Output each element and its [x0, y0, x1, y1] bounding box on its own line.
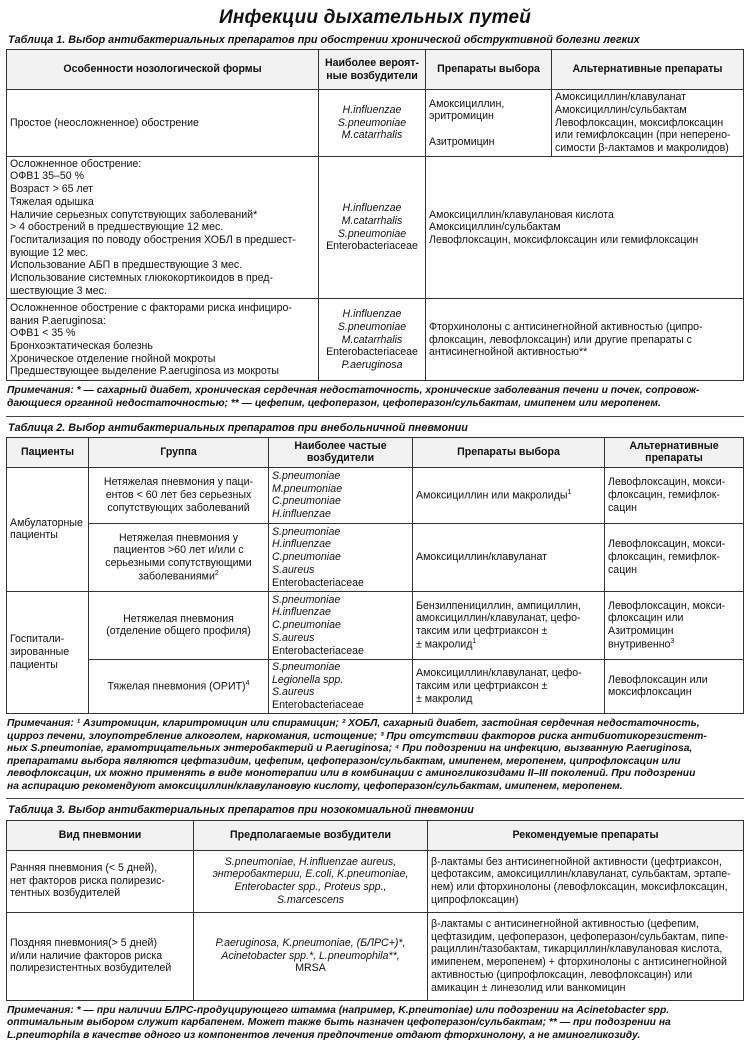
t2-pathogens-cell [269, 523, 413, 591]
t2-alt-cell [605, 467, 744, 523]
t2-choice-cell [413, 659, 605, 713]
cell-line: флоксацин, гемифлок- [608, 489, 720, 502]
cell-line: Нетяжелая пневмония [123, 612, 234, 625]
cell-line [429, 123, 548, 136]
cell-line: M.catarrhalis [341, 214, 403, 227]
note-line: цирроз печени, злоупотребление алкоголем, наркомания, истощение; ³ При отсутствии факторов риска антибиотикорезистент- [7, 730, 707, 742]
cell-line: Предшествующее выделение P.aeruginosa из мокроты [10, 365, 280, 378]
cell-line: H.influenzae [342, 308, 402, 321]
cell-text: заболеваниями [138, 570, 215, 583]
cell-line: цефтазидим, цефоперазон, цефоперазон/сульбактам, пипе- [431, 930, 729, 943]
note-line: на аспирацию рекомендуют амоксициллин/клавулановую кислоту, цефоперазон/сульбактам, имипенем, меропенем. [7, 780, 623, 792]
cell-line: Левофлоксацин, мокси- [608, 599, 726, 612]
note-line: ных S.pneumoniae, грамотрицательных энтеробактерий и P.aeruginosa; ⁴ При подозрении на инфекцию, вызванную P.aeruginosa, [7, 743, 693, 755]
cell-line: Фторхинолоны с антисинегнойной активностью (ципро- [429, 320, 703, 333]
cell-line: пациенты [10, 529, 58, 542]
table-row [7, 591, 744, 659]
cell-line: S.pneumoniae [272, 593, 341, 606]
table2-header [605, 437, 744, 467]
t2-choice-cell [413, 591, 605, 659]
cell-line: вующие 12 мес. [10, 246, 89, 259]
cell-line: тентных возбудителей [10, 887, 121, 900]
table1-header: Препараты выбора [426, 50, 552, 90]
cell-line: Enterobacteriaceae [272, 576, 364, 589]
cell-line: Осложненное обострение с факторами риска инфициро- [10, 301, 292, 314]
cell-line: Нетяжелая пневмония у [118, 531, 239, 544]
cell-line: нет факторов риска полирезис- [10, 874, 165, 887]
table2-header [269, 437, 413, 467]
cell-line: Использование АБП в предшествующие 3 мес. [10, 259, 243, 272]
header-line: Альтернативные [629, 439, 719, 452]
t2-pathogens-cell [269, 467, 413, 523]
t2-pathogens-cell [269, 591, 413, 659]
cell-line: эритромицин [429, 110, 494, 123]
cell-line: Enterobacteriaceae [272, 644, 364, 657]
cell-line: полирезистентных возбудителей [10, 962, 172, 975]
cell-line: имипенем, меропенем) + фторхинолоны с антисинегнойной [431, 956, 727, 969]
cell-line: S.pneumoniae [337, 320, 407, 333]
cell-line: Левофлоксацин, моксифлоксацин [555, 116, 724, 129]
cell-line: Простое (неосложненное) обострение [10, 116, 199, 129]
t1-feature-cell [7, 90, 319, 157]
footnote-mark: 1 [567, 488, 572, 496]
header-line: препараты [645, 452, 703, 465]
table3-header: Рекомендуемые препараты [428, 820, 744, 850]
header-line: возбудители [306, 452, 375, 465]
t3-kind-cell [7, 850, 194, 912]
table1-header: Альтернативные препараты [552, 50, 744, 90]
cell-line: Амоксициллин/клавулановая кислота [429, 208, 614, 221]
cell-line: ОФВ1 35–50 % [10, 170, 85, 183]
cell-line: Амоксициллин, [429, 97, 505, 110]
cell-line: Enterobacteriaceae [326, 240, 418, 253]
cell-line: нем) или фторхинолоны (левофлоксацин, моксифлоксацин, [431, 881, 728, 894]
cell-line: S.aureus [272, 631, 315, 644]
cell-text: Тяжелая пневмония (ОРИТ) [107, 680, 246, 693]
cell-line: H.influenzae [272, 606, 331, 619]
cell-line: Enterobacteriaceae [326, 346, 418, 359]
cell-line: P.aeruginosa, K.pneumoniae, (БЛРС+)*, [215, 937, 406, 950]
t1-choice-cell [426, 90, 552, 157]
table1 [6, 49, 744, 381]
cell-line: Госпитали- [10, 633, 65, 646]
note-line: дающиеся органной недостаточностью; ** — цефепим, цефоперазон, цефоперазон/сульбактам, имипенем или меропенем. [7, 398, 661, 409]
table3-header-row [7, 820, 744, 850]
cell-line: S.marcescens [276, 893, 345, 906]
cell-line: рациллин/тазобактам, тикарциллин/клавулановая кислота, [431, 943, 723, 956]
header-line: Наиболее частые [294, 439, 387, 452]
cell-line: Тяжелая одышка [10, 195, 94, 208]
cell-line: (отделение общего профиля) [106, 625, 251, 638]
header-line: ные возбудители [326, 69, 418, 82]
cell-line: ципрофлоксацин) [431, 893, 519, 906]
cell-line: Ранняя пневмония (< 5 дней), [10, 862, 158, 875]
cell-line: флоксацин, левофлоксацин) или другие препараты с [429, 333, 692, 346]
cell-line: таксим или цефтриаксон ± [416, 625, 548, 638]
cell-line: Азитромицин [608, 625, 674, 638]
cell-line [608, 638, 740, 651]
t1-choice-merged-cell [426, 156, 744, 299]
cell-line: Амоксициллин/сульбактам [555, 103, 687, 116]
cell-line: β-лактамы с антисинегнойной активностью (цефепим, [431, 918, 699, 931]
cell-line: Enterobacter spp., Proteus spp., [234, 881, 387, 894]
table-row [7, 523, 744, 591]
cell-line: C.pneumoniae [272, 551, 341, 564]
cell-line: Хроническое отделение гнойной мокроты [10, 352, 216, 365]
cell-line: амикацин ± линезолид или ванкомицин [431, 981, 626, 994]
cell-line: Наличие серьезных сопутствующих заболеваний* [10, 208, 258, 221]
note-line: L.pneumophila в качестве одного из компонентов лечения предпочтение отдают фторхинолону, а не аминогликозиду. [7, 1029, 641, 1041]
note-line: Примечания: * — сахарный диабет, хроническая сердечная недостаточность, хронические заболевания печени и почек, сопровож- [7, 385, 700, 397]
t3-drugs-cell [428, 912, 744, 1000]
t1-choice-merged-cell [426, 299, 744, 381]
table-row [7, 90, 744, 157]
t2-patients-cell [7, 467, 89, 591]
cell-line: C.pneumoniae [272, 619, 341, 632]
cell-line: активностью (ципрофлоксацин, левофлоксацин) или [431, 968, 693, 981]
t2-alt-cell [605, 659, 744, 713]
footnote-mark: 4 [245, 679, 250, 687]
t2-group-cell [89, 659, 269, 713]
note-line: препаратами выбора являются цефтазидим, цефепим, цефоперазон/сульбактам, имипенем, меропенем, ципрофлоксацин или [7, 755, 681, 767]
cell-line: энтеробактерии, E.coli, K.pneumoniae, [212, 868, 409, 881]
cell-line [416, 638, 601, 651]
cell-line: M.catarrhalis [341, 333, 403, 346]
t1-pathogens-cell [319, 90, 426, 157]
cell-line: Осложненное обострение: [10, 157, 142, 170]
cell-line: Enterobacteriaceae [272, 699, 364, 712]
footnote-mark: 3 [670, 637, 675, 645]
cell-line: S.pneumoniae [272, 470, 341, 483]
table3-caption: Таблица 3. Выбор антибактериальных препаратов при нозокомиальной пневмонии [8, 804, 474, 817]
t2-alt-cell [605, 591, 744, 659]
t3-kind-cell [7, 912, 194, 1000]
cell-line: Бронхоэктатическая болезнь [10, 339, 153, 352]
note-line: левофлоксацин, их можно применять в виде монотерапии или в комбинации с аминогликозидами II–III поколений. При подозрении [7, 768, 696, 780]
t2-group-cell [89, 591, 269, 659]
table1-header [319, 50, 426, 90]
table1-header-row [7, 50, 744, 90]
table2-notes [7, 718, 744, 793]
cell-line: S.pneumoniae [337, 116, 407, 129]
cell-line: Левофлоксацин, мокси- [608, 538, 726, 551]
t1-feature-cell [7, 299, 319, 381]
t2-patients-cell [7, 591, 89, 713]
cell-line: M.pneumoniae [272, 482, 343, 495]
table3-notes [7, 1005, 744, 1043]
table2-header: Препараты выбора [413, 437, 605, 467]
cell-line: пациенты [10, 658, 58, 671]
table2-header: Пациенты [7, 437, 89, 467]
cell-line: или гемифлоксацин (при неперено- [555, 129, 731, 142]
t2-choice-cell [413, 467, 605, 523]
cell-line: H.influenzae [272, 538, 331, 551]
table2-header-row [7, 437, 744, 467]
cell-line: H.influenzae [342, 103, 402, 116]
t1-pathogens-cell [319, 299, 426, 381]
footnote-mark: 1 [472, 637, 477, 645]
cell-line: шествующие 3 мес. [10, 284, 107, 297]
cell-line: ентов < 60 лет без серьезных [105, 489, 252, 502]
table-row [7, 850, 744, 912]
t3-pathogens-cell [194, 912, 428, 1000]
note-line: Примечания: * — при наличии БЛРС-продуцирующего штамма (например, K.pneumoniae) или подозрении на Acinetobacter spp. [7, 1004, 670, 1016]
footnote-mark: 2 [214, 569, 219, 577]
page-title: Инфекции дыхательных путей [218, 7, 532, 28]
table-row [7, 467, 744, 523]
cell-line: антисинегнойной активностью** [429, 346, 588, 359]
table1-header: Особенности нозологической формы [7, 50, 319, 90]
cell-line: зированные [10, 646, 70, 659]
cell-line: сацин [608, 501, 638, 514]
cell-line: амоксициллин/клавуланат, цефо- [416, 612, 581, 625]
cell-line: S.pneumoniae [337, 227, 407, 240]
table2-caption: Таблица 2. Выбор антибактериальных препаратов при внебольничной пневмонии [8, 421, 468, 434]
cell-line: Амоксициллин/сульбактам [429, 221, 561, 234]
cell-line: M.catarrhalis [341, 129, 403, 142]
cell-line: пациентов >60 лет и/или с [113, 544, 244, 557]
table2-header: Группа [89, 437, 269, 467]
cell-line: Амбулаторные [10, 516, 83, 529]
cell-line: Азитромицин [429, 135, 495, 148]
t2-group-cell [89, 467, 269, 523]
t2-pathogens-cell [269, 659, 413, 713]
cell-line: Возраст > 65 лет [10, 183, 94, 196]
cell-line: Бензилпенициллин, ампициллин, [416, 599, 581, 612]
cell-line: сацин [608, 563, 638, 576]
table-row [7, 156, 744, 299]
cell-line: флоксацин или [608, 612, 684, 625]
cell-line: Амоксициллин или макролиды [416, 489, 568, 502]
table1-caption: Таблица 1. Выбор антибактериальных препаратов при обострении хронической обструктивной болезни легких [8, 33, 640, 46]
cell-line: Амоксициллин/клавуланат [555, 91, 686, 104]
cell-line: Legionella spp. [272, 673, 344, 686]
cell-line: симости β-лактамов и макролидов) [555, 142, 729, 155]
table2 [6, 437, 744, 714]
note-line: Примечания: ¹ Азитромицин, кларитромицин или спирамицин; ² ХОБЛ, сахарный диабет, застойная сердечная недостаточность, [7, 717, 700, 729]
t1-alt-cell [552, 90, 744, 157]
t2-choice-cell: Амоксициллин/клавуланат [413, 523, 605, 591]
cell-line: серьезными сопутствующими [105, 557, 252, 570]
cell-line: H.influenzae [272, 508, 331, 521]
cell-line: моксифлоксацин [608, 686, 692, 699]
t3-pathogens-cell [194, 850, 428, 912]
cell-line: цефотаксим, амоксициллин/клавуланат, сульбактам, эртапе- [431, 868, 731, 881]
t2-alt-cell [605, 523, 744, 591]
cell-line: Нетяжелая пневмония у паци- [103, 476, 254, 489]
cell-line: ОФВ1 < 35 % [10, 327, 76, 340]
cell-line: S.pneumoniae [272, 661, 341, 674]
table3 [6, 820, 744, 1001]
cell-line: Acinetobacter spp.*, L.pneumophila**, [221, 949, 400, 962]
cell-line: вания P.aeruginosa: [10, 314, 106, 327]
section-divider [6, 798, 744, 799]
cell-line [92, 570, 265, 583]
t1-pathogens-cell [319, 156, 426, 299]
cell-line: > 4 обострений в предшествующие 12 мес. [10, 221, 224, 234]
cell-line: таксим или цефтриаксон ± [416, 680, 548, 693]
cell-text: ± макролид [416, 638, 473, 651]
t3-drugs-cell [428, 850, 744, 912]
t1-feature-cell [7, 156, 319, 299]
cell-line: Госпитализация по поводу обострения ХОБЛ в предшест- [10, 233, 296, 246]
t2-group-cell [89, 523, 269, 591]
table3-header: Предполагаемые возбудители [194, 820, 428, 850]
cell-line: S.aureus [272, 686, 315, 699]
cell-line: ± макролид [416, 692, 473, 705]
cell-line: сопутствующих заболеваний [107, 501, 250, 514]
cell-text: внутривенно [608, 638, 671, 651]
cell-line: Использование системных глюкокортикоидов в пред- [10, 272, 274, 285]
cell-line: Левофлоксацин, моксифлоксацин или гемифлоксацин [429, 233, 699, 246]
cell-line: S.pneumoniae, H.influenzae aureus, [224, 855, 397, 868]
cell-line: флоксацин, гемифлок- [608, 551, 720, 564]
table-row [7, 912, 744, 1000]
cell-line: и/или наличие факторов риска [10, 949, 163, 962]
table-row [7, 659, 744, 713]
cell-line: S.pneumoniae [272, 525, 341, 538]
cell-line: H.influenzae [342, 202, 402, 215]
section-divider [6, 416, 744, 417]
cell-line: P.aeruginosa [341, 359, 403, 371]
cell-line: Левофлоксацин или [608, 673, 708, 686]
cell-line: C.pneumoniae [272, 495, 341, 508]
table1-notes [7, 385, 744, 410]
cell-line: Амоксициллин/клавуланат, цефо- [416, 667, 582, 680]
header-line: Наиболее вероят- [324, 57, 420, 69]
cell-line: S.aureus [272, 563, 315, 576]
cell-line: β-лактамы без антисинегнойной активности (цефтриаксон, [431, 855, 722, 868]
table-row [7, 299, 744, 381]
cell-line: Левофлоксацин, мокси- [608, 476, 726, 489]
note-line: оптимальным выбором служит карбапенем. Может также быть назначен цефоперазон/сульбактам; ** — при подозрении на [7, 1017, 671, 1029]
cell-line: Поздняя пневмония(> 5 дней) [10, 937, 157, 950]
cell-line: MRSA [295, 962, 326, 975]
table3-header: Вид пневмонии [7, 820, 194, 850]
